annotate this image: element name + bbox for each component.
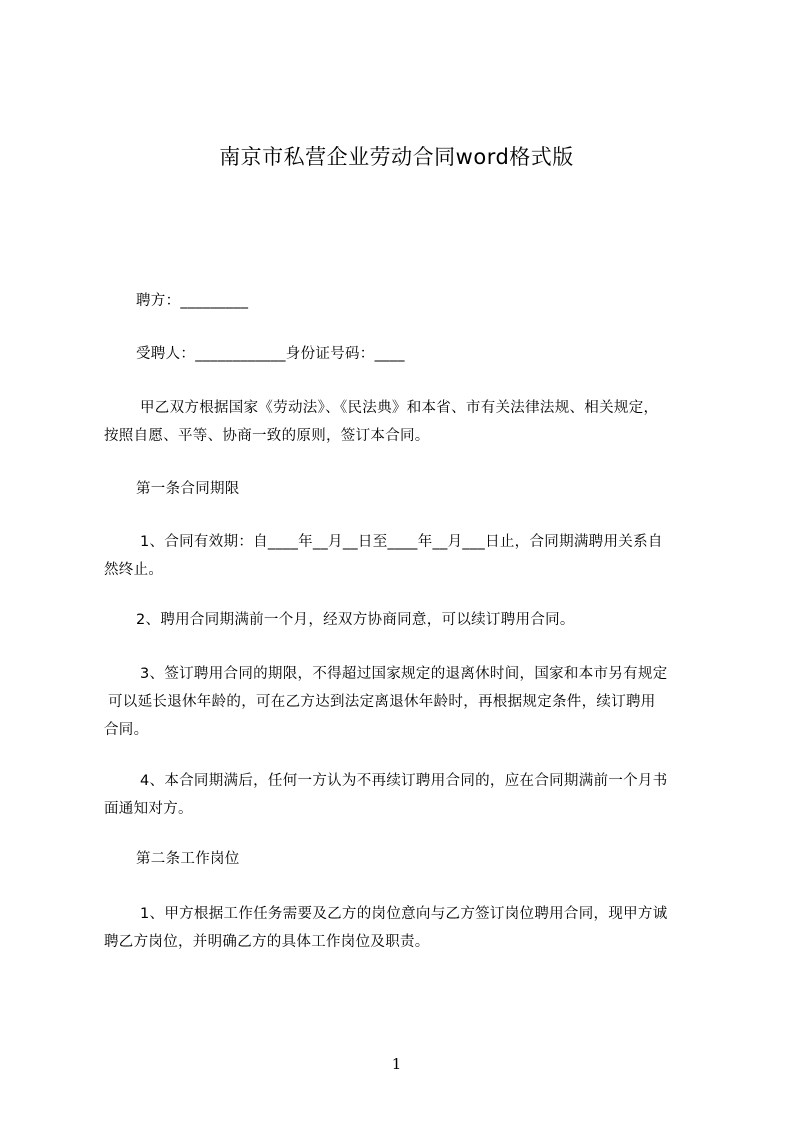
paragraph-line: 2、聘用合同期满前一个月，经双方协商同意，可以续订聘用合同。	[136, 612, 575, 628]
paragraph-line: 合同。	[104, 722, 149, 738]
paragraph-line: 面通知对方。	[104, 801, 193, 817]
page-number: 1	[391, 1055, 402, 1073]
paragraph-line: 聘方：_________	[136, 293, 249, 309]
paragraph-line: 按照自愿、平等、协商一致的原则，签订本合同。	[104, 428, 430, 444]
paragraph-employer	[104, 287, 710, 315]
paragraph-clause-1-1	[104, 528, 710, 584]
document-title: 南京市私营企业劳动合同word格式版	[219, 145, 574, 169]
paragraph-line: 聘乙方岗位，并明确乙方的具体工作岗位及职责。	[104, 934, 430, 950]
paragraph-line: 3、签订聘用合同的期限，不得超过国家规定的退离休时间，国家和本市另有规定	[140, 666, 668, 682]
paragraph-clause-1-2	[104, 606, 710, 634]
paragraph-line: 第一条合同期限	[136, 481, 240, 497]
paragraph-line: 4、本合同期满后，任何一方认为不再续订聘用合同的，应在合同期满前一个月书	[140, 773, 668, 789]
paragraph-line: 1、甲方根据工作任务需要及乙方的岗位意向与乙方签订岗位聘用合同，现甲方诚	[140, 906, 668, 922]
paragraph-line: 甲乙双方根据国家《劳动法》、《民法典》和本省、市有关法律法规、相关规定，	[140, 400, 659, 416]
paragraph-line: 然终止。	[104, 562, 164, 578]
paragraph-employee	[104, 340, 710, 368]
paragraph-clause-1-3	[104, 660, 710, 744]
paragraph-line: 第二条工作岗位	[136, 851, 240, 867]
section-heading-position	[104, 845, 710, 873]
section-heading-term	[104, 475, 710, 503]
paragraph-line: 受聘人：____________身份证号码：____	[136, 346, 405, 362]
paragraph-clause-1-4	[104, 767, 710, 823]
paragraph-preamble	[104, 394, 710, 450]
paragraph-line: 1、合同有效期：自____年__月__日至____年__月___日止，合同期满聘用关系自	[140, 534, 663, 550]
paragraph-line: 可以延长退休年龄的，可在乙方达到法定离退休年龄时，再根据规定条件，续订聘用	[108, 694, 656, 710]
paragraph-clause-2-1	[104, 900, 710, 956]
